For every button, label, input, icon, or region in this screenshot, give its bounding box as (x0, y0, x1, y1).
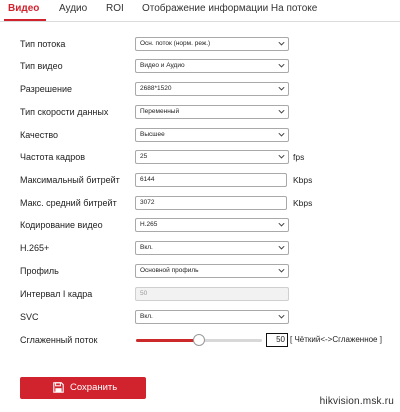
tab-audio[interactable]: Аудио (59, 3, 88, 14)
profile-select[interactable] (135, 264, 289, 278)
tab-stream-info-overlay[interactable]: Отображение информации На потоке (142, 3, 318, 14)
row-profile (0, 260, 400, 282)
chevron-down-icon (278, 313, 285, 320)
chevron-down-icon (278, 40, 285, 47)
row-bitrate-type (0, 101, 400, 123)
quality-select[interactable] (135, 128, 289, 142)
i-frame-interval-label: Интервал I кадра (20, 289, 93, 299)
avg-bitrate-unit: Kbps (293, 198, 313, 208)
video-type-select[interactable] (135, 59, 289, 73)
chevron-down-icon (278, 108, 285, 115)
active-tab-indicator (4, 19, 46, 21)
h265plus-select[interactable] (135, 241, 289, 255)
max-bitrate-label: Максимальный битрейт (20, 175, 120, 185)
chevron-down-icon (278, 244, 285, 251)
tab-roi[interactable]: ROI (106, 3, 124, 14)
video-encoding-label: Кодирование видео (20, 220, 103, 230)
row-resolution (0, 78, 400, 100)
bitrate-type-select[interactable] (135, 105, 289, 119)
frame-rate-label: Частота кадров (20, 152, 86, 162)
profile-value: Основной профиль (140, 267, 199, 274)
row-video-encoding (0, 214, 400, 236)
chevron-down-icon (278, 153, 285, 160)
quality-label: Качество (20, 130, 59, 140)
max-bitrate-input[interactable] (135, 173, 287, 187)
stream-type-select[interactable] (135, 37, 289, 51)
stream-type-value: Осн. поток (норм. реж.) (140, 40, 211, 47)
chevron-down-icon (278, 62, 285, 69)
row-avg-bitrate (0, 192, 400, 214)
resolution-value: 2688*1520 (140, 85, 172, 92)
smoothing-value-input[interactable]: 50 (266, 333, 288, 347)
smoothing-label: Сглаженный поток (20, 335, 98, 345)
row-quality (0, 124, 400, 146)
chevron-down-icon (278, 221, 285, 228)
row-video-type (0, 55, 400, 77)
floppy-disk-icon (53, 382, 64, 393)
row-max-bitrate (0, 169, 400, 191)
resolution-select[interactable] (135, 82, 289, 96)
smoothing-slider-handle[interactable] (193, 334, 205, 346)
h265plus-label: H.265+ (20, 243, 50, 253)
svc-select[interactable] (135, 310, 289, 324)
max-bitrate-value: 6144 (140, 176, 155, 183)
quality-value: Высшее (140, 131, 165, 138)
tab-video[interactable]: Видео (8, 3, 40, 14)
profile-label: Профиль (20, 266, 59, 276)
avg-bitrate-input[interactable] (135, 196, 287, 210)
video-encoding-value: H.265 (140, 221, 158, 228)
video-type-label: Тип видео (20, 61, 63, 71)
frame-rate-select[interactable] (135, 150, 289, 164)
smoothing-hint: [ Чёткий<->Сглаженное ] (290, 335, 382, 344)
resolution-label: Разрешение (20, 84, 72, 94)
avg-bitrate-label: Макс. средний битрейт (20, 198, 117, 208)
chevron-down-icon (278, 85, 285, 92)
row-smoothing (0, 329, 400, 351)
smoothing-slider-fill (136, 339, 199, 342)
frame-rate-unit: fps (293, 152, 305, 162)
avg-bitrate-value: 3072 (140, 199, 155, 206)
row-h265plus (0, 237, 400, 259)
save-button-label: Сохранить (70, 382, 118, 393)
row-i-frame-interval (0, 283, 400, 305)
tab-bar (0, 0, 400, 22)
frame-rate-value: 25 (140, 153, 148, 160)
site-watermark: hikvision.msk.ru (319, 396, 394, 407)
row-stream-type (0, 33, 400, 55)
max-bitrate-unit: Kbps (293, 175, 313, 185)
row-frame-rate (0, 146, 400, 168)
i-frame-interval-input (135, 287, 289, 301)
smoothing-slider-track[interactable] (136, 339, 262, 342)
video-encoding-select[interactable] (135, 218, 289, 232)
row-svc (0, 306, 400, 328)
i-frame-interval-value: 50 (140, 290, 148, 297)
bitrate-type-value: Переменный (140, 108, 180, 115)
save-button[interactable] (20, 377, 146, 399)
svc-label: SVC (20, 312, 39, 322)
svc-value: Вкл. (140, 313, 153, 320)
chevron-down-icon (278, 267, 285, 274)
bitrate-type-label: Тип скорости данных (20, 107, 109, 117)
video-type-value: Видео и Аудио (140, 62, 185, 69)
chevron-down-icon (278, 131, 285, 138)
stream-type-label: Тип потока (20, 39, 66, 49)
h265plus-value: Вкл. (140, 244, 153, 251)
